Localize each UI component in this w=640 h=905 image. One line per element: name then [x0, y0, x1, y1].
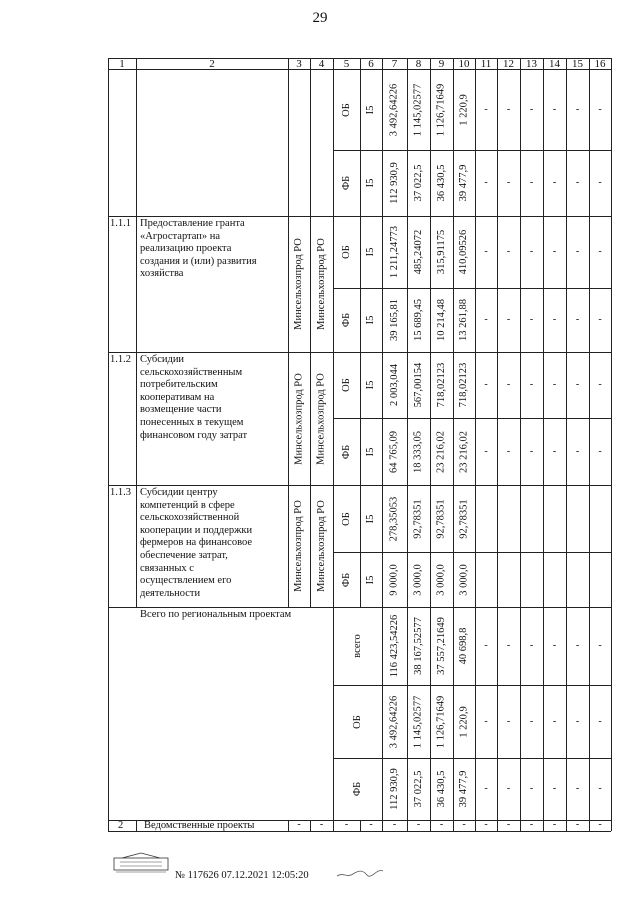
co-executor: Минсельхозпрод РО [315, 500, 327, 592]
empty-cell-dash: - [484, 445, 488, 457]
column-header-2: 2 [209, 58, 215, 70]
col-border [333, 58, 334, 607]
empty-cell-dash: - [575, 314, 580, 325]
empty-cell-dash: - [484, 177, 488, 188]
empty-cell-dash: - [529, 819, 534, 830]
top-fb-value: 112 930,9 [388, 162, 400, 204]
col-border [360, 58, 361, 607]
registry-stamp-icon [112, 852, 170, 874]
row-fb-label: ФБ [340, 312, 352, 328]
col-border [497, 58, 498, 831]
empty-cell-dash: - [529, 103, 534, 115]
last-row-number: 2 [118, 820, 124, 831]
row-name-line: связанных с [140, 562, 194, 574]
empty-cell-dash: - [506, 783, 511, 794]
empty-cell-dash: - [369, 819, 373, 830]
empty-cell-dash: - [506, 640, 511, 651]
empty-cell-dash: - [598, 640, 602, 651]
column-header-12: 12 [503, 58, 514, 70]
row-ob-code: I5 [365, 514, 376, 523]
total-all-value: 116 423,54226 [388, 614, 400, 678]
col-border [360, 820, 361, 831]
col-border [136, 58, 137, 607]
row-name-line: создания и (или) развития [140, 255, 257, 267]
empty-cell-dash: - [529, 783, 534, 794]
row-name-line: хозяйства [140, 268, 184, 280]
row-ob-value: 485,24072 [412, 229, 424, 275]
column-header-9: 9 [438, 58, 445, 70]
empty-cell-dash: - [598, 819, 602, 830]
total-all-value: 38 167,52577 [412, 617, 424, 675]
empty-cell-dash: - [529, 379, 534, 390]
sub-row-border [333, 685, 611, 686]
col-border [611, 58, 612, 831]
empty-cell-dash: - [575, 246, 580, 257]
empty-cell-dash: - [598, 177, 602, 188]
empty-cell-dash: - [598, 314, 602, 325]
total-ob-value: 1 220,9 [458, 705, 469, 738]
empty-cell-dash: - [529, 715, 534, 727]
row-fb-value: 23 216,02 [458, 430, 469, 473]
row-ob-value: 315,91175 [435, 229, 447, 275]
sub-row-border [333, 758, 611, 759]
total-ob-value: 1 145,02577 [412, 695, 424, 748]
total-fb-value: 36 430,5 [435, 770, 447, 808]
column-header-4: 4 [318, 58, 325, 70]
row-name-line: возмещение части [140, 404, 222, 416]
empty-cell-dash: - [575, 783, 580, 794]
empty-cell-dash: - [506, 445, 511, 457]
col-border [453, 58, 454, 831]
col-border [430, 58, 431, 831]
row-ob-value: 2 003,044 [388, 364, 400, 406]
col-border [108, 58, 109, 831]
empty-cell-dash: - [484, 715, 488, 727]
empty-cell-dash: - [575, 445, 580, 457]
empty-cell-dash: - [484, 640, 488, 651]
top-ob-value: 1 126,71649 [435, 83, 447, 136]
empty-cell-dash: - [552, 819, 557, 830]
empty-cell-dash: - [484, 103, 488, 115]
total-all-value: 40 698,8 [458, 627, 469, 665]
col-border [543, 58, 544, 831]
total-fb-value: 39 477,9 [458, 770, 469, 808]
row-ob-label: ОБ [340, 245, 352, 259]
column-header-7: 7 [391, 58, 398, 70]
row-name-line: обеспечение затрат, [140, 550, 228, 561]
column-header-15: 15 [572, 58, 583, 70]
total-all-label: всего [352, 634, 363, 658]
empty-cell-dash: - [552, 640, 557, 651]
empty-cell-dash: - [439, 819, 444, 830]
empty-cell-dash: - [506, 246, 511, 257]
row-ob-code: I5 [365, 247, 376, 257]
sub-row-border [333, 288, 611, 289]
top-ob-code: I5 [365, 105, 376, 114]
row-fb-code: I5 [365, 447, 376, 456]
total-ob-value: 3 492,64226 [388, 695, 400, 748]
row-name-line: кооперативам на [140, 391, 215, 403]
col-border [520, 58, 521, 831]
empty-cell-dash: - [506, 314, 511, 325]
row-fb-value: 9 000,0 [388, 563, 400, 596]
row-fb-value: 10 214,48 [435, 299, 447, 341]
sub-row-border [333, 150, 611, 151]
column-header-8: 8 [415, 58, 422, 70]
empty-cell-dash: - [552, 783, 557, 794]
row-fb-value: 23 216,02 [435, 430, 447, 473]
row-fb-value: 13 261,88 [458, 299, 469, 341]
empty-cell-dash: - [506, 379, 511, 390]
row-name-line: реализацию проекта [140, 243, 232, 255]
col-border [288, 820, 289, 831]
row-number: 1.1.3 [110, 487, 131, 498]
empty-cell-dash: - [598, 445, 602, 457]
empty-cell-dash: - [529, 640, 534, 651]
empty-cell-dash: - [552, 379, 557, 390]
empty-cell-dash: - [392, 819, 397, 830]
empty-cell-dash: - [529, 177, 534, 188]
empty-cell-dash: - [575, 715, 580, 727]
row-name-line: осуществлением его [140, 575, 232, 587]
co-executor: Минсельхозпрод РО [315, 372, 327, 465]
row-number: 1.1.1 [110, 218, 131, 229]
column-header-11: 11 [480, 58, 492, 70]
empty-cell-dash: - [506, 715, 511, 727]
column-header-16: 16 [594, 58, 606, 70]
signature-mark-icon [335, 862, 385, 882]
column-header-6: 6 [368, 58, 374, 70]
empty-cell-dash: - [416, 819, 421, 830]
row-fb-value: 18 333,05 [412, 430, 424, 473]
row-ob-label: ОБ [340, 378, 352, 392]
row-fb-code: I5 [365, 315, 376, 325]
col-border [333, 607, 334, 820]
row-name-line: потребительским [140, 379, 218, 391]
col-border [407, 58, 408, 831]
row-fb-label: ФБ [340, 572, 352, 587]
empty-cell-dash: - [506, 103, 511, 115]
empty-cell-dash: - [484, 246, 488, 257]
column-header-13: 13 [526, 58, 537, 70]
top-fb-value: 37 022,5 [412, 164, 424, 202]
row-ob-value: 718,02123 [458, 362, 469, 408]
row-ob-value: 718,02123 [435, 362, 447, 408]
top-fb-value: 36 430,5 [435, 164, 447, 202]
empty-cell-dash: - [575, 103, 580, 115]
top-ob-value: 1 145,02577 [412, 83, 424, 136]
col-border [382, 58, 383, 831]
row-fb-value: 64 765,09 [388, 430, 400, 473]
top-fb-label: ФБ [340, 175, 352, 191]
row-name-line: фермеров на финансовое [140, 537, 253, 549]
row-ob-code: I5 [365, 380, 376, 390]
column-header-14: 14 [549, 58, 560, 70]
empty-cell-dash: - [575, 379, 580, 390]
top-ob-value: 1 220,9 [458, 93, 469, 126]
row-fb-code: I5 [365, 575, 376, 584]
top-ob-label: ОБ [340, 102, 352, 117]
column-header-5: 5 [343, 58, 350, 70]
row-name-line: финансовом году затрат [140, 429, 248, 441]
empty-cell-dash: - [552, 246, 557, 257]
empty-cell-dash: - [598, 783, 602, 794]
empty-cell-dash: - [552, 715, 557, 727]
row-ob-label: ОБ [340, 511, 352, 526]
row-name-line: Субсидии центру [140, 487, 218, 498]
row-name-line: Субсидии [140, 354, 185, 365]
empty-cell-dash: - [598, 103, 602, 115]
column-header-10: 10 [458, 58, 470, 70]
empty-cell-dash: - [297, 819, 301, 830]
row-ob-value: 92,78351 [458, 498, 469, 539]
row-name-line: сельскохозяйственным [140, 366, 243, 378]
empty-cell-dash: - [575, 640, 580, 651]
row-name-line: понесенных в текущем [140, 417, 244, 428]
total-fb-value: 112 930,9 [388, 768, 400, 810]
total-label: Всего по региональным проектам [140, 609, 292, 620]
row-ob-value: 92,78351 [435, 498, 447, 539]
col-border [310, 820, 311, 831]
row-name-line: сельскохозяйственной [140, 512, 240, 524]
col-border [566, 58, 567, 831]
empty-cell-dash: - [598, 246, 602, 257]
col-border [310, 58, 311, 607]
page-number: 29 [312, 10, 328, 26]
col-border [288, 58, 289, 607]
total-ob-value: 1 126,71649 [435, 695, 447, 748]
col-border [475, 58, 476, 831]
empty-cell-dash: - [484, 379, 488, 390]
sub-row-border [333, 418, 611, 419]
row-fb-value: 3 000,0 [458, 563, 469, 596]
row-ob-value: 410,09526 [458, 229, 469, 275]
top-fb-value: 39 477,9 [458, 164, 469, 202]
row-ob-value: 278,35053 [388, 496, 400, 541]
last-row-name: Ведомственные проекты [144, 820, 255, 831]
responsible-executor: Минсельхозпрод РО [293, 238, 304, 330]
empty-cell-dash: - [484, 819, 488, 830]
empty-cell-dash: - [344, 819, 349, 830]
row-ob-value: 567,00154 [412, 362, 424, 408]
row-border [108, 607, 611, 608]
top-fb-code: I5 [365, 178, 376, 188]
column-header-1: 1 [119, 58, 125, 70]
row-fb-label: ФБ [340, 444, 352, 459]
empty-cell-dash: - [506, 819, 511, 830]
row-fb-value: 3 000,0 [412, 563, 424, 596]
empty-cell-dash: - [598, 715, 602, 727]
row-fb-value: 3 000,0 [435, 563, 447, 596]
empty-cell-dash: - [552, 103, 557, 115]
empty-cell-dash: - [506, 177, 511, 188]
empty-cell-dash: - [529, 314, 534, 325]
row-fb-value: 39 165,81 [388, 299, 400, 341]
col-border [333, 820, 334, 831]
total-all-value: 37 557,21649 [435, 617, 447, 675]
responsible-executor: Минсельхозпрод РО [293, 372, 304, 465]
col-border [589, 58, 590, 831]
co-executor: Минсельхозпрод РО [315, 238, 327, 330]
empty-cell-dash: - [552, 314, 557, 325]
col-border [136, 820, 137, 831]
row-name-line: деятельности [140, 587, 201, 599]
row-ob-value: 92,78351 [412, 498, 424, 539]
row-name-line: «Агростартап» на [140, 230, 221, 242]
empty-cell-dash: - [552, 177, 557, 188]
top-ob-value: 3 492,64226 [388, 83, 400, 136]
empty-cell-dash: - [598, 379, 602, 390]
empty-cell-dash: - [552, 445, 557, 457]
empty-cell-dash: - [529, 445, 534, 457]
empty-cell-dash: - [319, 819, 324, 830]
total-fb-label: ФБ [352, 781, 363, 797]
empty-cell-dash: - [462, 819, 466, 830]
empty-cell-dash: - [529, 246, 534, 257]
row-name-line: кооперации и поддержки [140, 524, 253, 536]
row-number: 1.1.2 [110, 354, 131, 365]
sub-row-border [333, 552, 611, 553]
empty-cell-dash: - [484, 314, 488, 325]
row-ob-value: 1 211,24773 [388, 225, 400, 279]
responsible-executor: Минсельхозпрод РО [293, 500, 304, 592]
row-name-line: компетенций в сфере [140, 499, 235, 511]
document-registration-number: № 117626 07.12.2021 12:05:20 [175, 870, 309, 881]
total-fb-value: 37 022,5 [412, 770, 424, 808]
column-header-3: 3 [296, 58, 302, 70]
empty-cell-dash: - [575, 177, 580, 188]
empty-cell-dash: - [575, 819, 580, 830]
row-name-line: Предоставление гранта [140, 218, 245, 229]
total-ob-label: ОБ [352, 714, 363, 729]
empty-cell-dash: - [484, 783, 488, 794]
row-fb-value: 15 689,45 [412, 299, 424, 341]
